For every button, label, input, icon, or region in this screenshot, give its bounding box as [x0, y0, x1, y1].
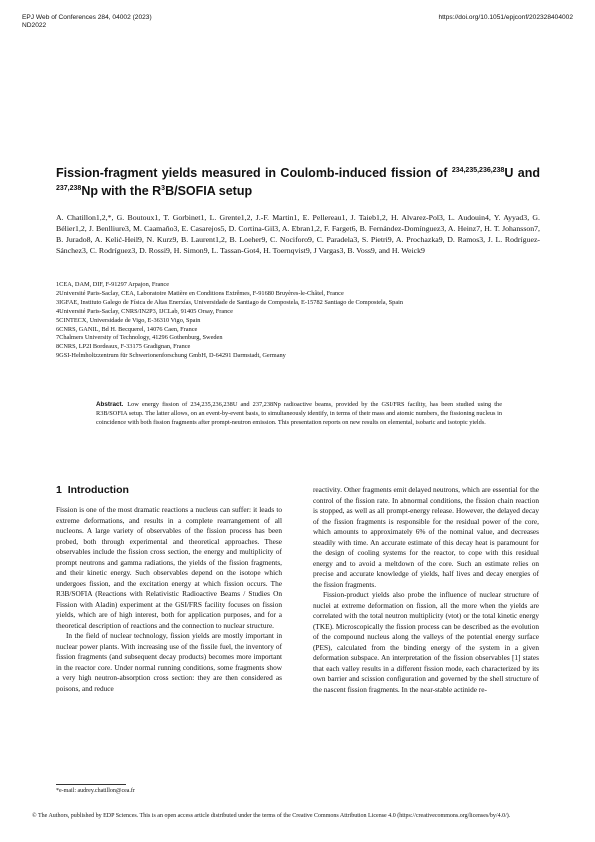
journal-citation: EPJ Web of Conferences 284, 04002 (2023): [22, 14, 152, 21]
paragraph: In the field of nuclear technology, fission yields are mostly important in nuclear power plants. With increasing use of the fissile fuel, the inventory of fission fragments (and subsequent decay products) becomes more important in the reactor core. Under normal running conditions, some fragments show a very high neutron-absorption cross section: they are then considered as poisons, and reduce: [56, 631, 282, 693]
title-iso-np: 237,238: [56, 185, 82, 193]
footnote-email: *e-mail: audrey.chatillon@cea.fr: [56, 788, 135, 794]
author-list: A. Chatillon1,2,*, G. Boutoux1, T. Gorbinet1, L. Grente1,2, J.-F. Martin1, E. Pellereau1, J. Taieb1,2, H. Alvarez-Pol3, L. Audouin4, Y. Ayyad3, G. Bélier1,2, J. Benlliure3, M. Caamaño3, E. Casarejos5, D. Cortina-Gil3, A. Ebran1,2, F. Farget6, B. Fernández-Domínguez3, A. Heinz7, H. T. Johansson7, B. Jurado8, A. Kelić-Heil9, N. Kurz9, B. Laurent1,2, B. Loeher9, C. Nociforo9, C. Paradela3, S. Pietri9, A. Prochazka9, D. Ramos3, J. L. Rodríguez-Sánchez3, C. Rodríguez3, D. Rossi9, H. Simon9, L. Tassan-Got4, H. Toernqvist9, J Vargas3, B. Voss9, and H. Weick9: [56, 213, 540, 255]
license-notice: © The Authors, published by EDP Sciences. This is an open access article distributed under the terms of the Creative Commons Attribution License 4.0 (https://creativecommons.org/licenses/by/4.0/).: [32, 813, 511, 819]
title-np: Np with the R: [81, 184, 162, 199]
title-r3: 3: [161, 185, 166, 193]
abstract-label: Abstract.: [96, 401, 124, 408]
affiliation-4: 4Université Paris-Saclay, CNRS/IN2P3, IJCLab, 91405 Orsay, France: [56, 307, 233, 315]
doi-link[interactable]: https://doi.org/10.1051/epjconf/202328404002: [438, 14, 573, 21]
title-iso-u: 234,235,236,238: [451, 167, 505, 174]
affiliation-1: 1CEA, DAM, DIF, F-91297 Arpajon, France: [56, 281, 170, 288]
affiliation-3: 3IGFAE, Instituto Galego de Física de Altas Enerxías, Universidade de Santiago de Compostela, E-15782 Santiago de Compostela, Spain: [56, 298, 404, 306]
affiliation-8: 8CNRS, LP2I Bordeaux, F-33175 Gradignan, France: [56, 343, 191, 351]
abstract: [96, 401, 502, 428]
title-line1: Fission-fragment yields measured in Coulomb-induced fission of: [56, 166, 448, 181]
abstract-text: Low energy fission of 234,235,236,238U and 237,238Np radioactive beams, provided by the GSI/FRS facility, has been studied using the R3B/SOFIA setup. The latter allows, on an event-by-event basis, to simultaneously identify, in terms of their mass and atomic numbers, the fissioning nucleus in coincidence with both fission fragments after prompt-neutron emission. This presentation reports on new results on elemental, isobaric and isotopic yields.: [96, 401, 502, 426]
paper-title: [56, 163, 540, 199]
affiliation-7: 7Chalmers University of Technology, 41296 Gothenburg, Sweden: [56, 334, 223, 342]
title-mid: U and: [504, 166, 540, 181]
affiliation-5: 5CINTECX, Universidade de Vigo, E-36310 Vigo, Spain: [56, 316, 201, 324]
body-column-right: [313, 485, 539, 695]
affiliations: [56, 281, 540, 361]
section-heading: [56, 484, 129, 496]
title-tail: B/SOFIA setup: [165, 184, 253, 199]
paragraph: reactivity. Other fragments emit delayed neutrons, which are essential for the control of the fission rate. In abnormal conditions, the fission chain reaction is stopped, as well as all prompt-energy release. However, the delayed decay of the fission fragments is responsible for the residual power of the core, which amounts to approximately 6% of the nominal value, and decreases steadily with time. An accurate estimate of this decay heat is paramount for the design of cooling systems for the reactor, to cope with this residual energy and to avoid a meltdown of the core. Such an estimate relies on precise and accurate knowledge of yields, half lives and decay energies of the fission fragments.: [313, 485, 539, 589]
section-title: Introduction: [67, 484, 129, 496]
footnote-rule: [56, 784, 126, 785]
section-number: 1: [56, 484, 62, 496]
affiliation-6: 6CNRS, GANIL, Bd H. Becquerel, 14076 Caen, France: [56, 325, 198, 333]
affiliation-2: 2Université Paris-Saclay, CEA, Laboratoire Matière en Conditions Extrêmes, F-91680 Bruyères-le-Châtel, France: [56, 289, 344, 297]
paragraph: Fission is one of the most dramatic reactions a nucleus can suffer: it leads to extreme deformations, and results in a complete rearrangement of all nucleons. A large variety of observables of the fission process has been probed, both through experimental and theoretical approaches. These observables include the fission cross section, the energy and multiplicity of prompt neutrons and gamma radiations, the yields of the fission fragments, and their kinetic energy. Such observables depend on the isotope which undergoes fission, and the excitation energy at which fission occurs. The R3B/SOFIA (Reactions with Relativistic Radioactive Beams / Studies On Fission with Aladin) experiment at the GSI/FRS facility focuses on fission yields, which are of high interest, both for application purposes, and for a theoretical description of reactions and the connection to nuclear structure.: [56, 505, 282, 630]
paragraph: Fission-product yields also probe the influence of nuclear structure of nuclei at extreme deformation on fission, all the more when the yields are correlated with the total neutron multiplicity (νtot) or the total kinetic energy (TKE). Microscopically the fission process can be described as the evolution of the compound nucleus along the valleys of the potential energy surface (PES), calculated from the binding energy of the system in a given deformation subspace. An interpretation of the fission observables [1] states that each valley results in a different fission mode, each characterized by its own barrier and scission configuration and governed by the shell structure of the nascent fission fragments. In the near-stable actinide re-: [313, 590, 539, 694]
body-column-left: [56, 505, 282, 694]
conference-name: ND2022: [22, 22, 47, 29]
affiliation-9: 9GSI-Helmholtzzentrum für Schwerionenforschung GmbH, D-64291 Darmstadt, Germany: [56, 352, 286, 360]
running-header-left: [22, 14, 152, 30]
